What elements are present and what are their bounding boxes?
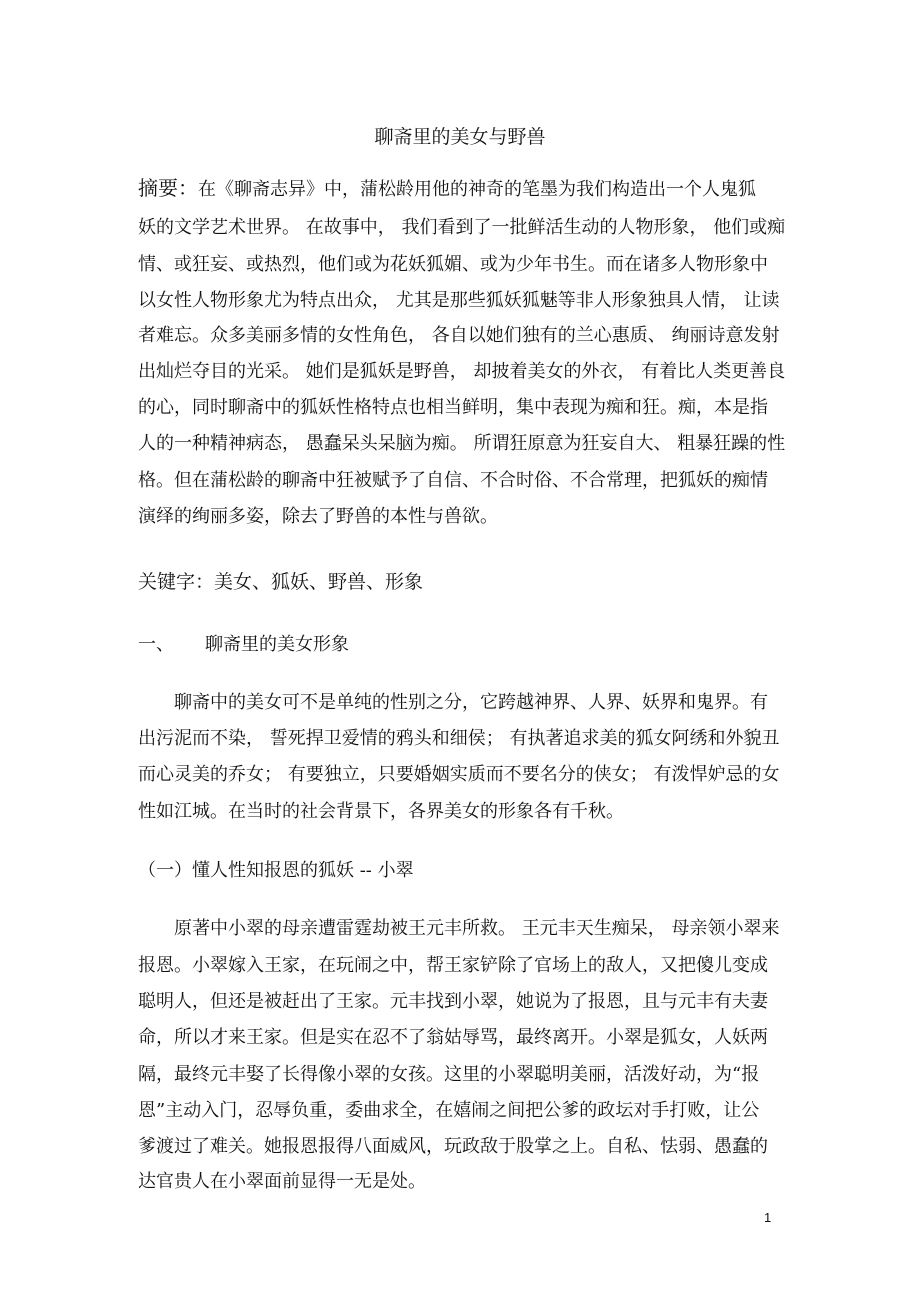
abstract-line-text: 在《聊斋志异》中，蒲松龄用他的神奇的笔墨为我们构造出一个人鬼狐 bbox=[198, 179, 756, 200]
section-heading: 聊斋里的美女形象 bbox=[205, 634, 349, 655]
paragraph-line: 而心灵美的乔女； 有要独立，只要婚姻实质而不要名分的侠女； 有泼悍妒忌的女 bbox=[138, 764, 780, 785]
paragraph-line: 原著中小翠的母亲遭雷霆劫被王元丰所救。 王元丰天生痴呆， 母亲领小翠来 bbox=[174, 918, 780, 939]
paragraph-line: 达官贵人在小翠面前显得一无是处。 bbox=[138, 1171, 426, 1192]
abstract-line: 演绎的绚丽多姿，除去了野兽的本性与兽欲。 bbox=[138, 506, 498, 527]
abstract-line: 妖的文学艺术世界。 在故事中， 我们看到了一批鲜活生动的人物形象， 他们或痴 bbox=[138, 217, 786, 238]
subsection-heading: （一）懂人性知报恩的狐妖 -- 小翠 bbox=[138, 860, 414, 881]
abstract-label: 摘要： bbox=[138, 176, 198, 200]
paragraph-line: 性如江城。在当时的社会背景下，各界美女的形象各有千秋。 bbox=[138, 801, 624, 822]
paragraph-line: 聪明人，但还是被赶出了王家。元丰找到小翠，她说为了报恩，且与元丰有夫妻 bbox=[138, 991, 768, 1012]
abstract-line bbox=[138, 176, 756, 202]
abstract-line: 者难忘。众多美丽多情的女性角色， 各自以她们独有的兰心惠质、 绚丽诗意发射 bbox=[138, 325, 780, 346]
abstract-line: 格。但在蒲松龄的聊斋中狂被赋予了自信、不合时俗、不合常理，把狐妖的痴情 bbox=[138, 470, 768, 491]
keywords: 关键字：美女、狐妖、野兽、形象 bbox=[138, 571, 424, 593]
paragraph-line: 恩”主动入门，忍辱负重，委曲求全，在嬉闹之间把公爹的政坛对手打败，让公 bbox=[138, 1100, 760, 1121]
paragraph-line: 出污泥而不染， 誓死捍卫爱情的鸦头和细侯； 有执著追求美的狐女阿绣和外貌丑 bbox=[138, 728, 780, 749]
paragraph-line: 报恩。小翠嫁入王家，在玩闹之中，帮王家铲除了官场上的敌人，又把傻儿变成 bbox=[138, 955, 768, 976]
page-title: 聊斋里的美女与野兽 bbox=[374, 126, 546, 148]
abstract-line: 情、或狂妄、或热烈，他们或为花妖狐媚、或为少年书生。而在诸多人物形象中 bbox=[138, 254, 768, 275]
paragraph-line: 聊斋中的美女可不是单纯的性别之分，它跨越神界、人界、妖界和鬼界。有 bbox=[174, 692, 768, 713]
section-number: 一、 bbox=[138, 634, 174, 655]
paragraph-line: 隔，最终元丰娶了长得像小翠的女孩。这里的小翠聪明美丽，活泼好动，为“报 bbox=[138, 1064, 760, 1085]
abstract-line: 的心，同时聊斋中的狐妖性格特点也相当鲜明，集中表现为痴和狂。痴，本是指 bbox=[138, 397, 768, 418]
abstract-line: 以女性人物形象尤为特点出众， 尤其是那些狐妖狐魅等非人形象独具人情， 让读 bbox=[138, 290, 780, 311]
paragraph-line: 爹渡过了难关。她报恩报得八面威风，玩政敌于股掌之上。自私、怯弱、愚蠢的 bbox=[138, 1136, 768, 1157]
abstract-line: 人的一种精神病态， 愚蠢呆头呆脑为痴。 所谓狂原意为狂妄自大、 粗暴狂躁的性 bbox=[138, 433, 786, 454]
page-number: 1 bbox=[764, 1210, 772, 1225]
paragraph-line: 命，所以才来王家。但是实在忍不了翁姑辱骂，最终离开。小翠是狐女，人妖两 bbox=[138, 1027, 768, 1048]
abstract-line: 出灿烂夺目的光采。 她们是狐妖是野兽， 却披着美女的外衣， 有着比人类更善良 bbox=[138, 361, 786, 382]
